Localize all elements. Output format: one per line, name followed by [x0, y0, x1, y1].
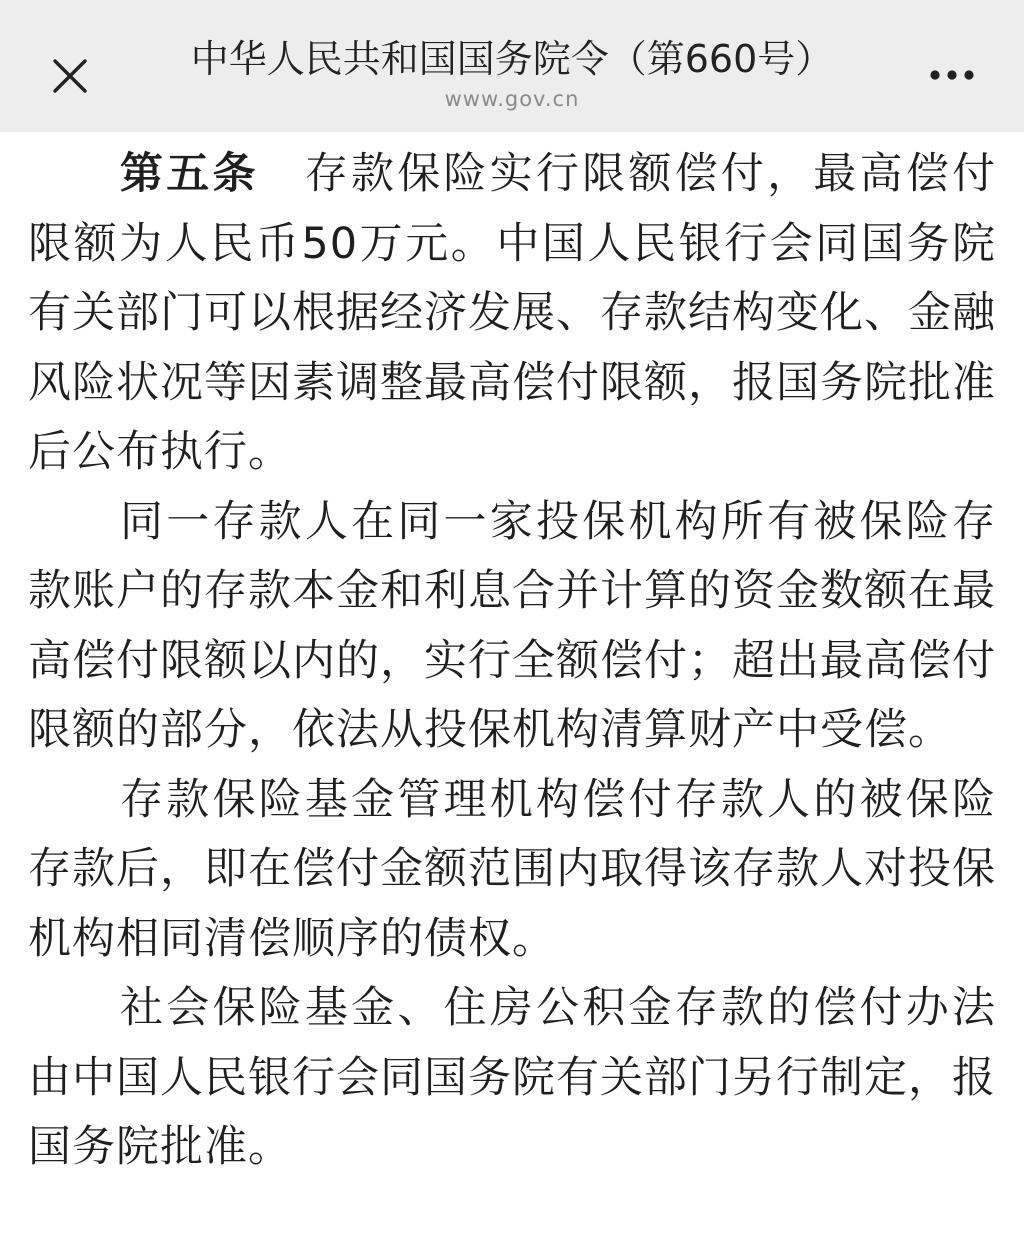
paragraph-text: 存款保险实行限额偿付，最高偿付限额为人民币50万元。中国人民银行会同国务院有关部门可以根据经济发展、存款结构变化、金融风险状况等因素调整最高偿付限额，报国务院批准后公布执行。 — [28, 149, 997, 477]
article-paragraph-1 — [28, 140, 996, 488]
article-paragraph-4: 社会保险基金、住房公积金存款的偿付办法由中国人民银行会同国务院有关部门另行制定，报国务院批准。 — [28, 983, 996, 1172]
more-horizontal-icon — [929, 69, 975, 81]
article-number: 第五条 — [120, 149, 259, 199]
article-paragraph-2: 同一存款人在同一家投保机构所有被保险存款账户的存款本金和利息合并计算的资金数额在最高偿付限额以内的，实行全额偿付；超出最高偿付限额的部分，依法从投保机构清算财产中受偿。 — [28, 496, 996, 755]
page-title: 中华人民共和国国务院令（第660号） — [190, 37, 834, 81]
article-paragraph-3: 存款保险基金管理机构偿付存款人的被保险存款后，即在偿付金额范围内取得该存款人对投保机构相同清偿顺序的债权。 — [28, 774, 996, 964]
article-body — [28, 140, 996, 1183]
more-options-button[interactable] — [920, 50, 984, 100]
page-source-url: www.gov.cn — [444, 87, 580, 111]
navigation-bar — [0, 0, 1024, 132]
